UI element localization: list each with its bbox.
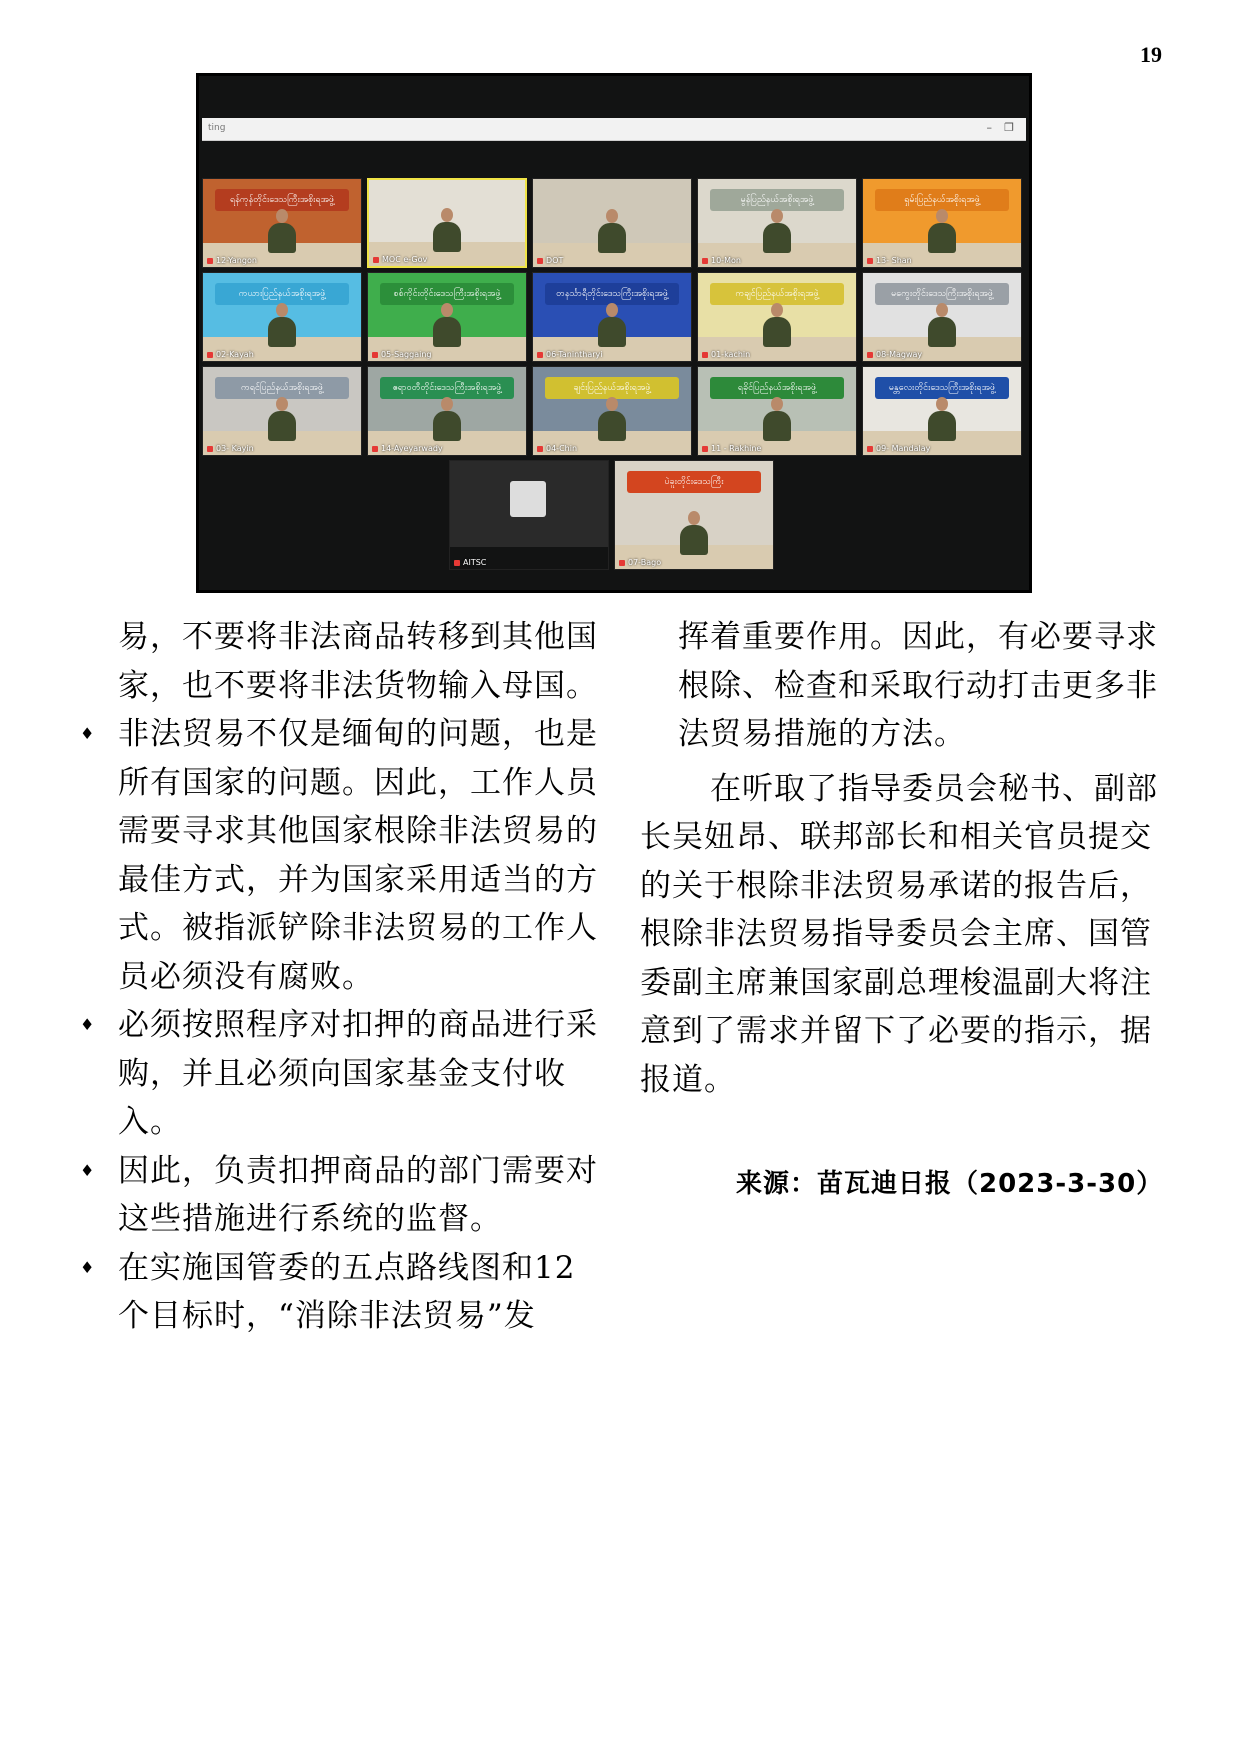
participant-figure bbox=[268, 411, 296, 441]
bullet-text: 因此，负责扣押商品的部门需要对这些措施进行系统的监督。 bbox=[118, 1152, 598, 1237]
tile-label-text: 14-Ayeyarwady bbox=[381, 444, 443, 453]
diamond-bullet-icon: ♦ bbox=[80, 1257, 96, 1277]
tile-banner: စစ်ကိုင်းတိုင်းဒေသကြီးအစိုးရအဖွဲ့ bbox=[380, 283, 514, 305]
participant-tile bbox=[697, 178, 857, 268]
muted-mic-icon bbox=[867, 352, 873, 358]
bullet-item bbox=[80, 1147, 604, 1244]
participant-tile bbox=[862, 366, 1022, 456]
tile-label bbox=[702, 256, 741, 265]
minimize-icon: – bbox=[986, 121, 992, 134]
tile-label bbox=[537, 444, 577, 453]
window-title-bar bbox=[202, 118, 1026, 141]
participant-tile bbox=[697, 366, 857, 456]
tile-label bbox=[372, 350, 431, 359]
tile-label bbox=[537, 350, 603, 359]
source-citation: 来源：苗瓦迪日报（2023-3-30） bbox=[736, 1169, 1164, 1199]
tile-banner: ရခိုင်ပြည်နယ်အစိုးရအဖွဲ့ bbox=[710, 377, 844, 399]
tile-label bbox=[207, 350, 254, 359]
participant-tile bbox=[532, 272, 692, 362]
participant-tile bbox=[202, 366, 362, 456]
tile-banner: ချင်းပြည်နယ်အစိုးရအဖွဲ့ bbox=[545, 377, 679, 399]
bullet-text: 非法贸易不仅是缅甸的问题，也是所有国家的问题。因此，工作人员需要寻求其他国家根除非法贸易的最佳方式，并为国家采用适当的方式。被指派铲除非法贸易的工作人员必须没有腐败。 bbox=[118, 716, 598, 995]
left-column bbox=[80, 613, 604, 1341]
participant-figure bbox=[928, 411, 956, 441]
participant-tile bbox=[862, 272, 1022, 362]
video-conference-photo bbox=[196, 73, 1032, 593]
participant-figure bbox=[433, 317, 461, 347]
muted-mic-icon bbox=[702, 446, 708, 452]
bullet-item bbox=[80, 710, 604, 1001]
tile-label bbox=[619, 558, 661, 567]
participant-tile bbox=[532, 178, 692, 268]
tile-label bbox=[207, 444, 254, 453]
muted-mic-icon bbox=[867, 258, 873, 264]
tile-label-text: 07-Bago bbox=[628, 558, 662, 567]
tile-banner: ကယားပြည်နယ်အစိုးရအဖွဲ့ bbox=[215, 283, 349, 305]
tile-label-text: 13- Shan bbox=[876, 256, 912, 265]
participant-figure bbox=[928, 223, 956, 253]
right-paragraph-2: 在听取了指导委员会秘书、副部长吴妞昂、联邦部长和相关官员提交的关于根除非法贸易承诺的报告后，根除非法贸易指导委员会主席、国管委副主席兼国家副总理梭温副大将注意到了需求并留下了必要的指示，据报道。 bbox=[640, 770, 1158, 1098]
participant-figure bbox=[763, 223, 791, 253]
muted-mic-icon bbox=[537, 258, 543, 264]
tile-label bbox=[373, 255, 427, 264]
tile-banner: မန္တလေးတိုင်းဒေသကြီးအစိုးရအဖွဲ့ bbox=[875, 377, 1009, 399]
participant-tile bbox=[367, 366, 527, 456]
muted-mic-icon bbox=[702, 258, 708, 264]
participant-tile bbox=[202, 272, 362, 362]
tile-label-text: 01-kachin bbox=[711, 350, 751, 359]
tile-label-text: 10-Mon bbox=[711, 256, 741, 265]
tile-banner: ကချင်ပြည်နယ်အစိုးရအဖွဲ့ bbox=[710, 283, 844, 305]
participant-tile bbox=[202, 178, 362, 268]
tile-banner: ဧရာဝတီတိုင်းဒေသကြီးအစိုးရအဖွဲ့ bbox=[380, 377, 514, 399]
participant-figure bbox=[763, 411, 791, 441]
participant-figure bbox=[598, 317, 626, 347]
tile-banner: ရန်ကုန်တိုင်းဒေသကြီးအစိုးရအဖွဲ့ bbox=[215, 189, 349, 211]
tile-banner: ပဲခူးတိုင်းဒေသကြီး bbox=[627, 471, 761, 493]
tile-label bbox=[537, 256, 563, 265]
participant-tile bbox=[697, 272, 857, 362]
tile-banner: မွန်ပြည်နယ်အစိုးရအဖွဲ့ bbox=[710, 189, 844, 211]
tile-banner: တနင်္သာရီတိုင်းဒေသကြီးအစိုးရအဖွဲ့ bbox=[545, 283, 679, 305]
tile-banner: မကွေးတိုင်းဒေသကြီးအစိုးရအဖွဲ့ bbox=[875, 283, 1009, 305]
muted-mic-icon bbox=[537, 352, 543, 358]
participant-tile bbox=[449, 460, 609, 570]
bullet-item bbox=[80, 1001, 604, 1147]
participant-figure bbox=[680, 525, 708, 555]
diamond-bullet-icon: ♦ bbox=[80, 724, 96, 743]
page-number: 19 bbox=[1140, 42, 1162, 67]
participant-figure bbox=[598, 223, 626, 253]
tile-banner: ကရင်ပြည်နယ်အစိုးရအဖွဲ့ bbox=[215, 377, 349, 399]
bullet-text: 必须按照程序对扣押的商品进行采购，并且必须向国家基金支付收入。 bbox=[118, 1007, 598, 1140]
tile-label-text: AITSC bbox=[463, 558, 487, 567]
tile-label-text: DOT bbox=[546, 256, 564, 265]
left-intro-paragraph: 易，不要将非法商品转移到其他国家，也不要将非法货物输入母国。 bbox=[118, 619, 598, 704]
participant-figure bbox=[598, 411, 626, 441]
diamond-bullet-icon: ♦ bbox=[80, 1160, 96, 1180]
muted-mic-icon bbox=[207, 446, 213, 452]
restore-icon: ❐ bbox=[1004, 121, 1014, 134]
participant-figure bbox=[433, 222, 461, 252]
participant-figure bbox=[268, 223, 296, 253]
tile-label bbox=[702, 350, 750, 359]
avatar-placeholder-icon bbox=[510, 481, 546, 517]
participant-tile bbox=[532, 366, 692, 456]
participant-tile bbox=[862, 178, 1022, 268]
muted-mic-icon bbox=[207, 258, 213, 264]
muted-mic-icon bbox=[702, 352, 708, 358]
participant-figure bbox=[268, 317, 296, 347]
muted-mic-icon bbox=[373, 257, 379, 263]
muted-mic-icon bbox=[537, 446, 543, 452]
tile-label bbox=[867, 444, 930, 453]
tile-label bbox=[372, 444, 443, 453]
tile-label bbox=[702, 444, 761, 453]
tile-label-text: 02-Kayah bbox=[216, 350, 254, 359]
bullet-item bbox=[80, 1244, 604, 1341]
tile-label-text: MOC e-Gov bbox=[382, 255, 428, 264]
participant-figure bbox=[928, 317, 956, 347]
tile-label-text: 08-Magway bbox=[876, 350, 923, 359]
muted-mic-icon bbox=[207, 352, 213, 358]
muted-mic-icon bbox=[867, 446, 873, 452]
muted-mic-icon bbox=[619, 560, 625, 566]
tile-label bbox=[867, 350, 922, 359]
participant-figure bbox=[433, 411, 461, 441]
muted-mic-icon bbox=[454, 560, 460, 566]
tile-label bbox=[454, 558, 486, 567]
window-title: ting bbox=[208, 123, 226, 133]
diamond-bullet-icon: ♦ bbox=[80, 1015, 96, 1034]
tile-label bbox=[867, 256, 912, 265]
tile-label-text: 09- Mandalay bbox=[876, 444, 931, 453]
tile-label-text: 04-Chin bbox=[546, 444, 578, 453]
tile-label-text: 12-Yangon bbox=[216, 256, 257, 265]
participant-tile bbox=[367, 178, 527, 268]
participant-figure bbox=[763, 317, 791, 347]
muted-mic-icon bbox=[372, 352, 378, 358]
tile-label-text: 06-Tanintharyi bbox=[546, 350, 603, 359]
participant-tile bbox=[367, 272, 527, 362]
right-column bbox=[640, 613, 1160, 1104]
right-paragraph-1: 挥着重要作用。因此，有必要寻求根除、检查和采取行动打击更多非法贸易措施的方法。 bbox=[678, 619, 1158, 752]
tile-label-text: 03- Kayin bbox=[216, 444, 254, 453]
tile-label bbox=[207, 256, 257, 265]
tile-label-text: 11 - Rakhine bbox=[711, 444, 762, 453]
tile-banner: ရှမ်းပြည်နယ်အစိုးရအဖွဲ့ bbox=[875, 189, 1009, 211]
participant-tile bbox=[614, 460, 774, 570]
bullet-text: 在实施国管委的五点路线图和12个目标时，“消除非法贸易”发 bbox=[118, 1249, 576, 1334]
muted-mic-icon bbox=[372, 446, 378, 452]
tile-label-text: 05-Saggaing bbox=[381, 350, 432, 359]
